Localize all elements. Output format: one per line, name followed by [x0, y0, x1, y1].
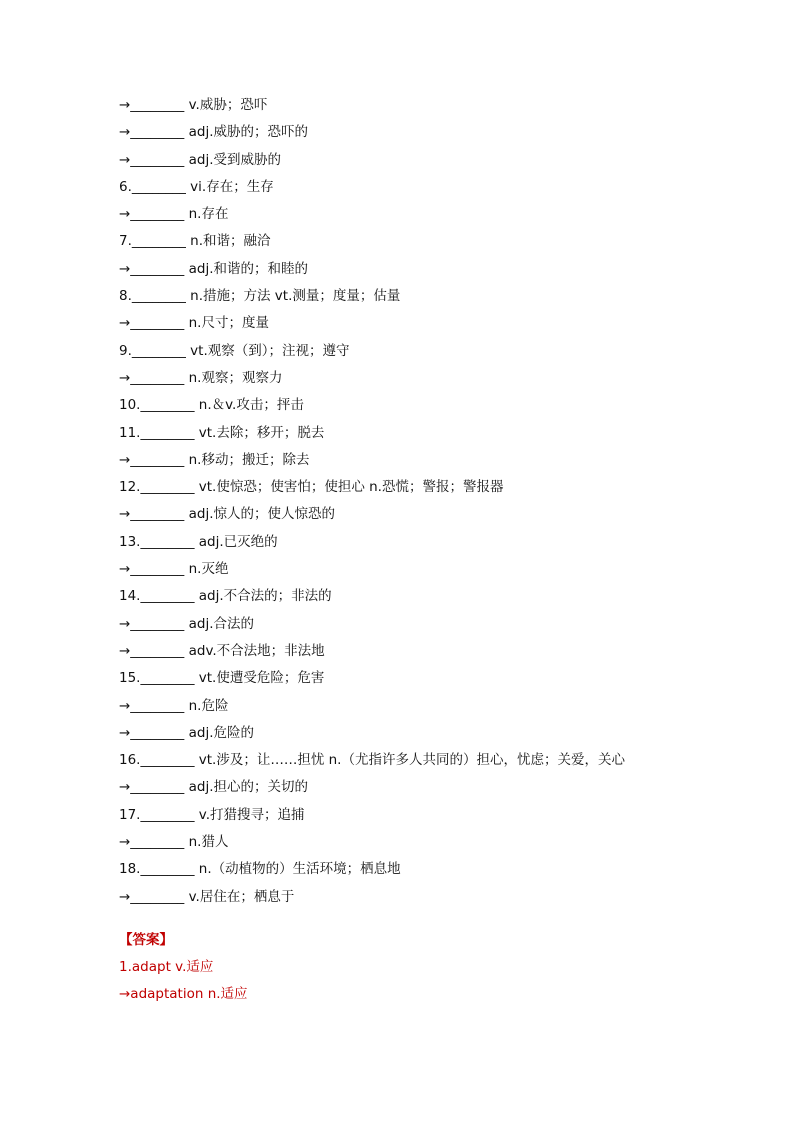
exercise-line: →________ adj.威胁的；恐吓的 — [119, 124, 308, 141]
exercise-line: →________ adj.危险的 — [119, 724, 254, 741]
exercise-line: 17.________ v.打猎搜寻；追捕 — [119, 806, 305, 823]
exercise-line: →________ n.猎人 — [119, 834, 229, 851]
exercise-line: →________ adj.受到威胁的 — [119, 151, 281, 168]
exercise-line: 7.________ n.和谐；融洽 — [119, 233, 271, 250]
exercise-line: 14.________ adj.不合法的；非法的 — [119, 588, 332, 605]
answer-line: 1.adapt v.适应 — [119, 959, 214, 975]
exercise-line: →________ n.移动；搬迁；除去 — [119, 451, 310, 468]
exercise-line: →________ n.观察；观察力 — [119, 369, 283, 386]
answer-line: →adaptation n.适应 — [119, 986, 248, 1003]
exercise-line: →________ adv.不合法地；非法地 — [119, 642, 325, 659]
vocabulary-exercise-list — [119, 92, 759, 911]
answer-section — [119, 926, 759, 1009]
exercise-line: →________ adj.惊人的；使人惊恐的 — [119, 506, 335, 523]
exercise-line: 13.________ adj.已灭绝的 — [119, 533, 278, 550]
exercise-line: →________ v.威胁；恐吓 — [119, 97, 268, 113]
exercise-line: →________ adj.合法的 — [119, 615, 254, 632]
exercise-line: →________ n.灭绝 — [119, 561, 229, 578]
exercise-line: →________ adj.和谐的；和睦的 — [119, 260, 308, 277]
exercise-line: →________ adj.担心的；关切的 — [119, 779, 308, 796]
exercise-line: 6.________ vi.存在；生存 — [119, 178, 274, 195]
exercise-line: →________ n.存在 — [119, 206, 229, 223]
exercise-line: →________ n.危险 — [119, 697, 229, 714]
exercise-line: 18.________ n.（动植物的）生活环境；栖息地 — [119, 861, 401, 878]
exercise-line: 15.________ vt.使遭受危险；危害 — [119, 670, 325, 687]
exercise-line: 11.________ vt.去除；移开；脱去 — [119, 424, 325, 441]
answer-heading: 【答案】 — [119, 932, 173, 948]
exercise-line: 9.________ vt.观察（到）；注视；遵守 — [119, 342, 350, 359]
exercise-line: 16.________ vt.涉及；让……担忧 n.（尤指许多人共同的）担心，忧虑；关爱，关心 — [119, 752, 625, 769]
exercise-line: →________ n.尺寸；度量 — [119, 315, 269, 332]
exercise-line: 12.________ vt.使惊恐；使害怕；使担心 n.恐慌；警报；警报器 — [119, 479, 504, 496]
exercise-line: 8.________ n.措施；方法 vt.测量；度量；估量 — [119, 288, 401, 305]
exercise-line: →________ v.居住在；栖息于 — [119, 888, 295, 905]
exercise-line: 10.________ n.＆v.攻击；抨击 — [119, 397, 304, 414]
